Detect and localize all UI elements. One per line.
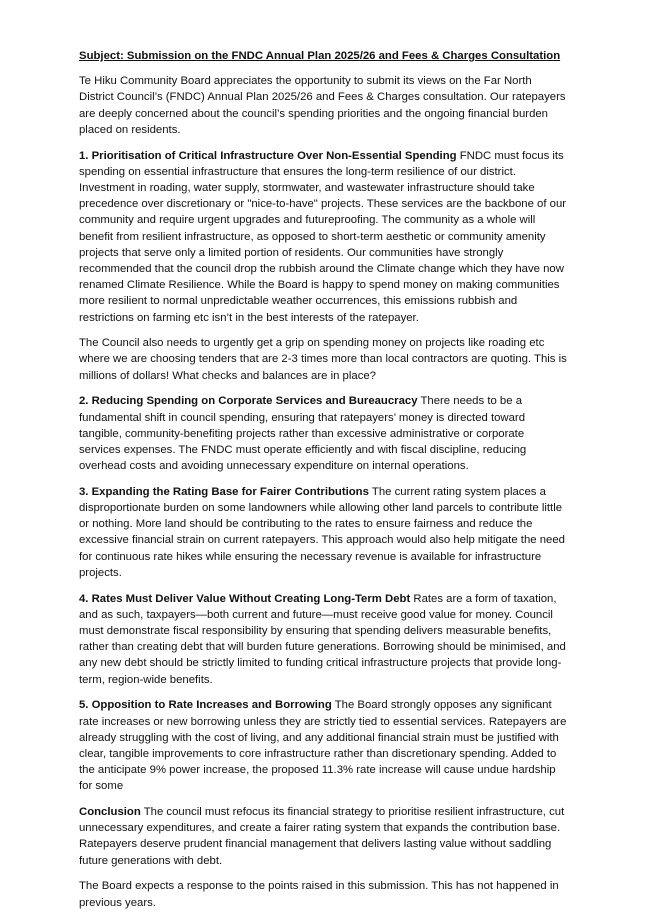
- intro-paragraph: Te Hiku Community Board appreciates the opportunity to submit its views on the Far North District Council’s (FNDC) Annual Plan 2025/26 and Fees & Charges consultation. Our ratepayers are deeply concerned about the council’s spending priorities and the ongoing financial burden placed on residents.: [79, 75, 566, 136]
- section-2-heading: 2. Reducing Spending on Corporate Services and Bureaucracy: [79, 395, 418, 408]
- conclusion-paragraph: [79, 804, 567, 869]
- section-3-body: The current rating system places a disproportionate burden on some landowners while allowing other land parcels to contribute little or nothing. More land should be contributing to the rates to ensure fairness and reduce the excessive financial strain on current ratepayers. This approach would also help mitigate the need for continuous rate hikes while ensuring the necessary revenue is available for infrastructure projects.: [79, 485, 565, 579]
- section-5-heading: 5. Opposition to Rate Increases and Borrowing: [79, 699, 332, 712]
- closing-paragraph: [79, 878, 567, 910]
- spending-tenders-body: The Council also needs to urgently get a grip on spending money on projects like roading etc where we are choosing tenders that are 2-3 times more than local contractors are quoting. This is millions of dollars! What checks and balances are in place?: [79, 337, 567, 382]
- section-5-body: The Board strongly opposes any significant rate increases or new borrowing unless they are strictly tied to essential services. Ratepayers are already struggling with the cost of living, and any additional financial strain must be justified with clear, tangible improvements to core infrastructure rather than discretionary spending. Added to the anticipate 9% power increase, the proposed 11.3% rate increase will cause undue hardship for some: [79, 699, 567, 793]
- section-2-paragraph: [79, 393, 567, 474]
- section-1-paragraph: [79, 148, 567, 326]
- section-4-heading: 4. Rates Must Deliver Value Without Creating Long-Term Debt: [79, 592, 411, 605]
- section-4-paragraph: [79, 591, 567, 688]
- conclusion-heading: Conclusion: [79, 806, 141, 819]
- section-2-body: There needs to be a fundamental shift in council spending, ensuring that ratepayers’ money is directed toward tangible, community-benefiting projects rather than excessive administrative or corporate services expenses. The FNDC must operate efficiently and with fiscal discipline, reducing overhead costs and avoiding unnecessary expenditure on internal operations.: [79, 395, 527, 473]
- section-3-paragraph: [79, 484, 567, 581]
- document-subject: Subject: Submission on the FNDC Annual Plan 2025/26 and Fees & Charges Consultation: [79, 50, 561, 62]
- section-1-heading: 1. Prioritisation of Critical Infrastructure Over Non-Essential Spending: [79, 149, 457, 162]
- spending-tenders-paragraph: [79, 335, 567, 384]
- section-3-heading: 3. Expanding the Rating Base for Fairer Contributions: [79, 485, 369, 498]
- section-1-body: FNDC must focus its spending on essential infrastructure that ensures the long-term resilience of our district. Investment in roading, water supply, stormwater, and wastewater infrastructure should take precedence over discretionary or "nice-to-have" projects. These services are the backbone of our community and require urgent upgrades and futureproofing. The community as a whole will benefit from resilient infrastructure, as opposed to short-term aesthetic or community amenity projects that serve only a limited portion of residents. Our communities have strongly recommended that the council drop the rubbish around the Climate change which they have now renamed Climate Resilience. While the Board is happy to spend money on making communities more resilient to normal unpredictable weather occurrences, this emissions rubbish and restrictions on farming etc isn’t in the best interests of the ratepayer.: [79, 149, 567, 324]
- section-5-paragraph: [79, 697, 567, 794]
- conclusion-body: The council must refocus its financial strategy to prioritise resilient infrastructure, cut unnecessary expenditures, and create a fairer rating system that expands the contribution base. Ratepayers deserve prudent financial management that delivers lasting value without saddling future generations with debt.: [79, 806, 565, 867]
- section-4-body: Rates are a form of taxation, and as such, taxpayers—both current and future—must receive good value for money. Council must demonstrate fiscal responsibility by ensuring that spending delivers measurable benefits, rather than creating debt that will burden future generations. Borrowing should be minimised, and any new debt should be strictly limited to funding critical infrastructure projects that provide long-term, region-wide benefits.: [79, 592, 566, 686]
- closing-body: The Board expects a response to the points raised in this submission. This has not happened in previous years.: [79, 880, 559, 909]
